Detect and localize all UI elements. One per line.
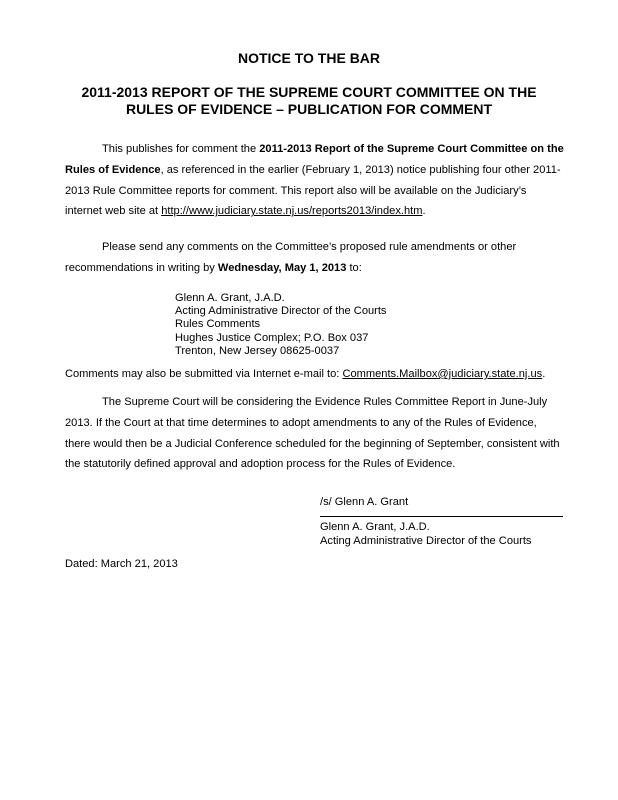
address-line: Hughes Justice Complex; P.O. Box 037 [175, 331, 369, 344]
consideration-text: The Supreme Court will be considering the Evidence Rules Committee Report in June-July 2013. If the Court at that time determines to adopt amendments to any of the Rules of Evidence, there would then be a Judicial Conference scheduled for the beginning of September, consistent with the statutorily defined approval and adoption process for the Rules of Evidence. [65, 396, 560, 471]
address-line: Rules Comments [175, 318, 261, 331]
publication-text-2: , as referenced in the earlier (February 1, 2013) notice publishing four other 2011-2013 Rule Committee reports for comment. This report also will be available on the Judiciary’s internet web site at [65, 163, 561, 218]
report-title [0, 84, 618, 118]
signature-title: Acting Administrative Director of the Courts [320, 535, 532, 547]
report-title-line-1: 2011-2013 REPORT OF THE SUPREME COURT COMMITTEE ON THE [81, 84, 537, 100]
comments-mailbox-email-link[interactable]: Comments.Mailbox@judiciary.state.nj.us [342, 368, 543, 380]
supreme-court-consideration-paragraph [65, 392, 565, 475]
address-line: Trenton, New Jersey 08625-0037 [175, 344, 340, 357]
publication-text-1: This publishes for comment the [102, 143, 260, 155]
judiciary-website-link[interactable]: http://www.judiciary.state.nj.us/reports2013/index.htm [161, 205, 423, 218]
notice-title: NOTICE TO THE BAR [237, 50, 381, 66]
signature-name: Glenn A. Grant, J.A.D. [320, 521, 430, 533]
address-line: Glenn A. Grant, J.A.D. [175, 292, 285, 304]
email-submission-suffix: . [542, 368, 546, 380]
signature-signed: /s/ Glenn A. Grant [320, 496, 409, 508]
email-submission-line [65, 367, 545, 381]
mailing-address-block [175, 292, 386, 358]
publication-paragraph [65, 139, 565, 222]
report-title-line-2: RULES OF EVIDENCE – PUBLICATION FOR COMMENT [125, 101, 493, 117]
comments-request-text-1: Please send any comments on the Committee’s proposed rule amendments or other recommendations in writing by [65, 241, 517, 274]
email-submission-text: Comments may also be submitted via Internet e-mail to: [65, 368, 343, 380]
comments-request-text-2: to: [346, 261, 362, 274]
deadline-date-bold: Wednesday, May 1, 2013 [217, 261, 347, 274]
address-line: Acting Administrative Director of the Courts [175, 305, 387, 318]
report-name-bold: 2011-2013 Report of the Supreme Court Committee on the Rules of Evidence [65, 143, 564, 176]
comments-request-paragraph [65, 237, 565, 279]
signature-line [320, 516, 563, 517]
publication-text-3: . [422, 205, 426, 218]
dated-line: Dated: March 21, 2013 [65, 558, 178, 570]
